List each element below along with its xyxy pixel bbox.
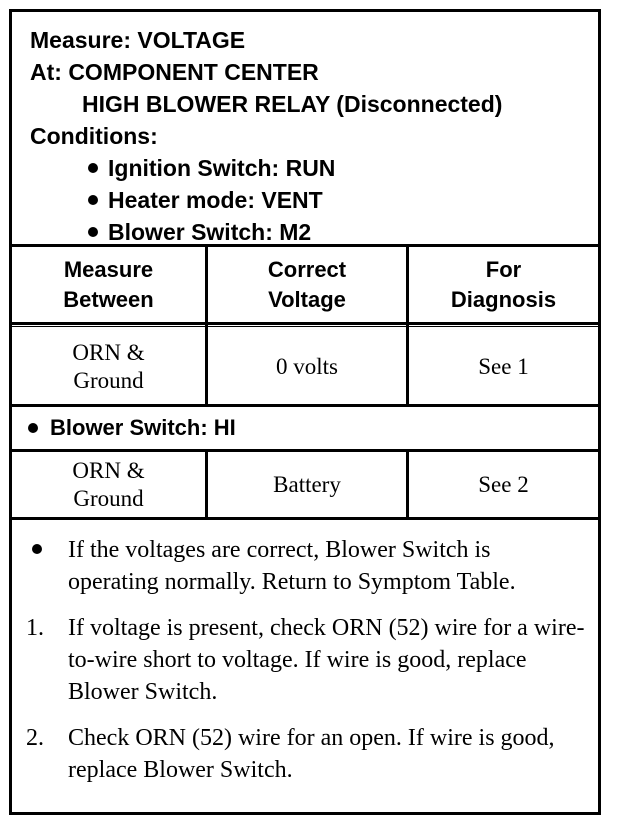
bullet-icon: [32, 544, 42, 554]
procedure-header: [12, 12, 598, 244]
column-header-measure-between: Measure Between: [63, 256, 154, 312]
divider: [12, 326, 598, 327]
table-cell-diagnosis: See 1: [478, 353, 529, 379]
note-number: 1.: [26, 615, 44, 641]
note-number: 2.: [26, 725, 44, 751]
table-cell-correct-voltage: Battery: [273, 471, 341, 497]
divider: [12, 322, 598, 325]
note-item: 2. Check ORN (52) wire for an open. If wire is good, replace Blower Switch.: [26, 722, 586, 786]
conditions-label: Conditions:: [30, 123, 158, 149]
note-item: If the voltages are correct, Blower Switch is operating normally. Return to Symptom Table.: [26, 534, 586, 598]
bullet-icon: [88, 227, 98, 237]
bullet-icon: [88, 163, 98, 173]
table-cell-measure-between: ORN & Ground: [72, 457, 145, 511]
location-line: At: COMPONENT CENTER: [30, 59, 319, 85]
condition-item: Ignition Switch: RUN: [30, 152, 598, 184]
component-line: HIGH BLOWER RELAY (Disconnected): [82, 91, 503, 117]
diagnostic-procedure-box: [9, 9, 601, 815]
column-header-correct-voltage: Correct Voltage: [267, 256, 347, 312]
measure-title: Measure: VOLTAGE: [30, 27, 246, 53]
condition-item: Heater mode: VENT: [30, 184, 598, 216]
column-header-for-diagnosis: For Diagnosis: [450, 256, 557, 312]
table-cell-correct-voltage: 0 volts: [276, 353, 338, 379]
table-cell-measure-between: ORN & Ground: [72, 339, 145, 393]
note-item: 1. If voltage is present, check ORN (52) wire for a wire-to-wire short to voltage. If wire is good, replace Blower Switch.: [26, 612, 586, 708]
diagnosis-notes: [12, 520, 598, 800]
subcondition-row: Blower Switch: HI: [12, 408, 598, 448]
table-cell-diagnosis: See 2: [478, 471, 529, 497]
bullet-icon: [88, 195, 98, 205]
condition-item: Blower Switch: M2: [30, 216, 598, 248]
divider: [12, 404, 598, 407]
bullet-icon: [28, 423, 38, 433]
